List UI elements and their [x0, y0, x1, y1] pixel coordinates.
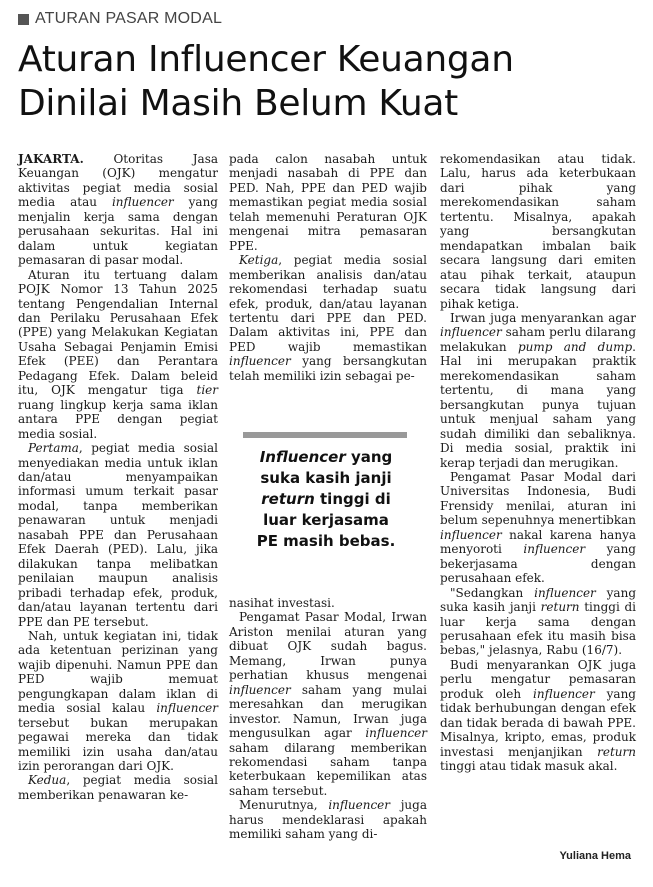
italic-term: influencer [523, 542, 586, 557]
text-run: tinggi di luar kerja sama dengan perusahaan efek itu masih bisa bebas," jelasnya, Rabu (16/7). [440, 600, 636, 658]
paragraph [440, 311, 636, 470]
text-run: nakal karena hanya menyoroti [440, 527, 636, 557]
text-run: Pengamat Pasar Modal, Irwan Ariston menilai aturan yang dibuat OJK sudah bagus. Memang, Irwan punya perhatian khusus mengenai [229, 610, 427, 683]
headline [18, 38, 638, 126]
italic-term: return [261, 490, 315, 508]
text-run: yang suka kasih janji [440, 585, 636, 615]
byline: Yuliana Hema [559, 850, 631, 862]
text-run: , pegiat media sosial memberikan penawaran ke- [18, 773, 218, 802]
article-column-1 [18, 152, 218, 802]
article-column-3 [440, 152, 636, 773]
pullquote-line [236, 447, 416, 468]
paragraph [18, 268, 218, 441]
pullquote [236, 447, 416, 552]
text-run: yang tidak berhubungan dengan efek dan tidak berada di bawah PPE. Misalnya, kripto, emas, produk investasi menjanjikan [440, 686, 636, 759]
italic-term: influencer [229, 682, 291, 697]
pullquote-line [236, 468, 416, 489]
text-run: juga harus mendeklarasi apakah memiliki saham yang di- [229, 798, 427, 842]
italic-term: influencer [440, 527, 502, 542]
article-column-2-top [229, 152, 427, 383]
paragraph [229, 253, 427, 383]
text-run: nasihat investasi. [229, 596, 335, 610]
headline-line-1: Aturan Influencer Keuangan [18, 39, 514, 80]
text-run: tinggi atau tidak masuk akal. [440, 759, 618, 774]
italic-term: return [597, 744, 636, 759]
headline-line-2: Dinilai Masih Belum Kuat [18, 83, 458, 124]
text-run: yang bekerjasama dengan perusahaan efek. [440, 542, 636, 586]
italic-term: influencer [156, 701, 218, 716]
rubric-square-icon [18, 14, 29, 25]
text-run: saham perlu dilarang melakukan [440, 325, 636, 354]
text-run: Nah, untuk kegiatan ini, tidak ada ketentuan perizinan yang wajib dipenuhi. Namun PPE dan PED wajib memuat pengungkapan dalam iklan di media sosial kalau [18, 628, 218, 716]
text-run: suka kasih janji [260, 469, 392, 487]
text-run: Menurutnya, [239, 798, 329, 813]
paragraph [229, 798, 427, 841]
text-run: , pegiat media sosial memberikan analisis dan/atau rekomendasi terhadap suatu efek, produk, dan/atau layanan tertentu dari PPE dan PED. Dalam aktivitas ini, PPE dan PED wajib memastikan [229, 253, 427, 354]
italic-term: return [540, 600, 580, 615]
italic-term: Influencer [259, 448, 346, 466]
pullquote-bar [243, 432, 407, 438]
pullquote-line [236, 531, 416, 552]
text-run: saham dilarang memberikan rekomendasi saham tanpa keterbukaan kepemilikan atas saham tersebut. [229, 740, 427, 798]
paragraph [229, 152, 427, 253]
pullquote-line [236, 510, 416, 531]
paragraph [18, 773, 218, 802]
rubric-label: ATURAN PASAR MODAL [35, 10, 223, 27]
paragraph [440, 470, 636, 586]
italic-term: Ketiga [239, 253, 279, 268]
article-column-2-bottom [229, 596, 427, 842]
text-run: tinggi di [314, 490, 391, 508]
section-rubric [18, 10, 222, 28]
text-run: Otoritas Jasa Keuangan (OJK) mengatur aktivitas pegiat media sosial media atau [18, 152, 218, 210]
text-run: tersebut bukan merupakan pegawai mereka dan tidak memiliki izin usaha dan/atau izin perorangan dari OJK. [18, 715, 218, 774]
italic-term: influencer [533, 686, 595, 701]
text-run: rekomendasikan atau tidak. Lalu, harus ada keterbukaan dari pihak yang merekomendasikan saham tertentu. Misalnya, apakah yang bersangkutan mendapatkan imbalan baik secara langsung dari emiten atau pihak terkait, ataupun secara tidak langsung dari pihak ketiga. [440, 152, 636, 311]
paragraph [440, 658, 636, 774]
italic-term: influencer [440, 325, 502, 340]
text-run: Irwan juga menyarankan agar [450, 310, 636, 325]
italic-term: pump and dump [517, 339, 633, 354]
text-run: ruang lingkup kerja sama iklan antara PPE dengan pegiat media sosial. [18, 397, 218, 441]
paragraph [18, 152, 218, 268]
italic-term: influencer [111, 195, 174, 210]
italic-term: influencer [328, 798, 390, 813]
italic-term: Pertama [28, 441, 79, 456]
dateline: JAKARTA. [18, 152, 84, 166]
text-run: "Sedangkan [450, 585, 535, 600]
paragraph [229, 596, 427, 610]
italic-term: influencer [365, 726, 427, 741]
paragraph [18, 629, 218, 774]
text-run: PE masih bebas. [256, 532, 396, 550]
text-run: luar kerjasama [263, 511, 389, 529]
paragraph [229, 610, 427, 798]
text-run: Budi menyarankan OJK juga perlu mengatur pemasaran produk oleh [440, 657, 636, 701]
text-run: yang bersangkutan telah memiliki izin sebagai pe- [229, 354, 427, 383]
paragraph [440, 586, 636, 658]
italic-term: influencer [534, 585, 596, 600]
italic-term: influencer [229, 354, 291, 369]
paragraph [18, 441, 218, 629]
text-run: . Hal ini merupakan praktik merekomendasikan saham tertentu, di mana yang bersangkutan punya tujuan untuk menjual saham yang sudah dimiliki dan sebaliknya. Di media sosial, praktik ini kerap terjadi dan merugikan. [440, 339, 636, 470]
text-run: yang menjalin kerja sama dengan perusahaan sekuritas. Hal ini dalam untuk kegiatan pemasaran di pasar modal. [18, 195, 218, 268]
text-run: yang [345, 448, 393, 466]
text-run: Aturan itu tertuang dalam POJK Nomor 13 Tahun 2025 tentang Pengendalian Internal dan Perilaku Perusahaan Efek (PPE) yang Melakukan Kegiatan Usaha Sebagai Penjamin Emisi Efek (PEE) dan Perantara Pedagang Efek. Dalam beleid itu, OJK mengatur tiga [18, 267, 218, 398]
paragraph [440, 152, 636, 311]
text-run: pada calon nasabah untuk menjadi nasabah di PPE dan PED. Nah, PPE dan PED wajib memastikan pegiat media sosial telah memenuhi Peraturan OJK mengenai mitra pemasaran PPE. [229, 152, 427, 253]
pullquote-line [236, 489, 416, 510]
text-run: Pengamat Pasar Modal dari Universitas Indonesia, Budi Frensidy menilai, aturan ini belum sepenuhnya menertibkan [440, 469, 636, 528]
italic-term: tier [196, 383, 218, 398]
italic-term: Kedua [28, 773, 67, 788]
text-run: saham yang mulai meresahkan dan merugikan investor. Namun, Irwan juga mengusulkan agar [229, 682, 427, 741]
text-run: , pegiat media sosial menyediakan media untuk iklan dan/atau menyampaikan informasi umum terkait pasar modal, tanpa memberikan penawaran untuk menjadi nasabah PPE dan Perusahaan Efek Daerah (PED). Lalu, jika dilakukan tanpa melibatkan penilaian maupun analisis pribadi terhadap efek, produk, dan/atau layanan tertentu dari PPE dan PE tersebut. [18, 441, 218, 629]
